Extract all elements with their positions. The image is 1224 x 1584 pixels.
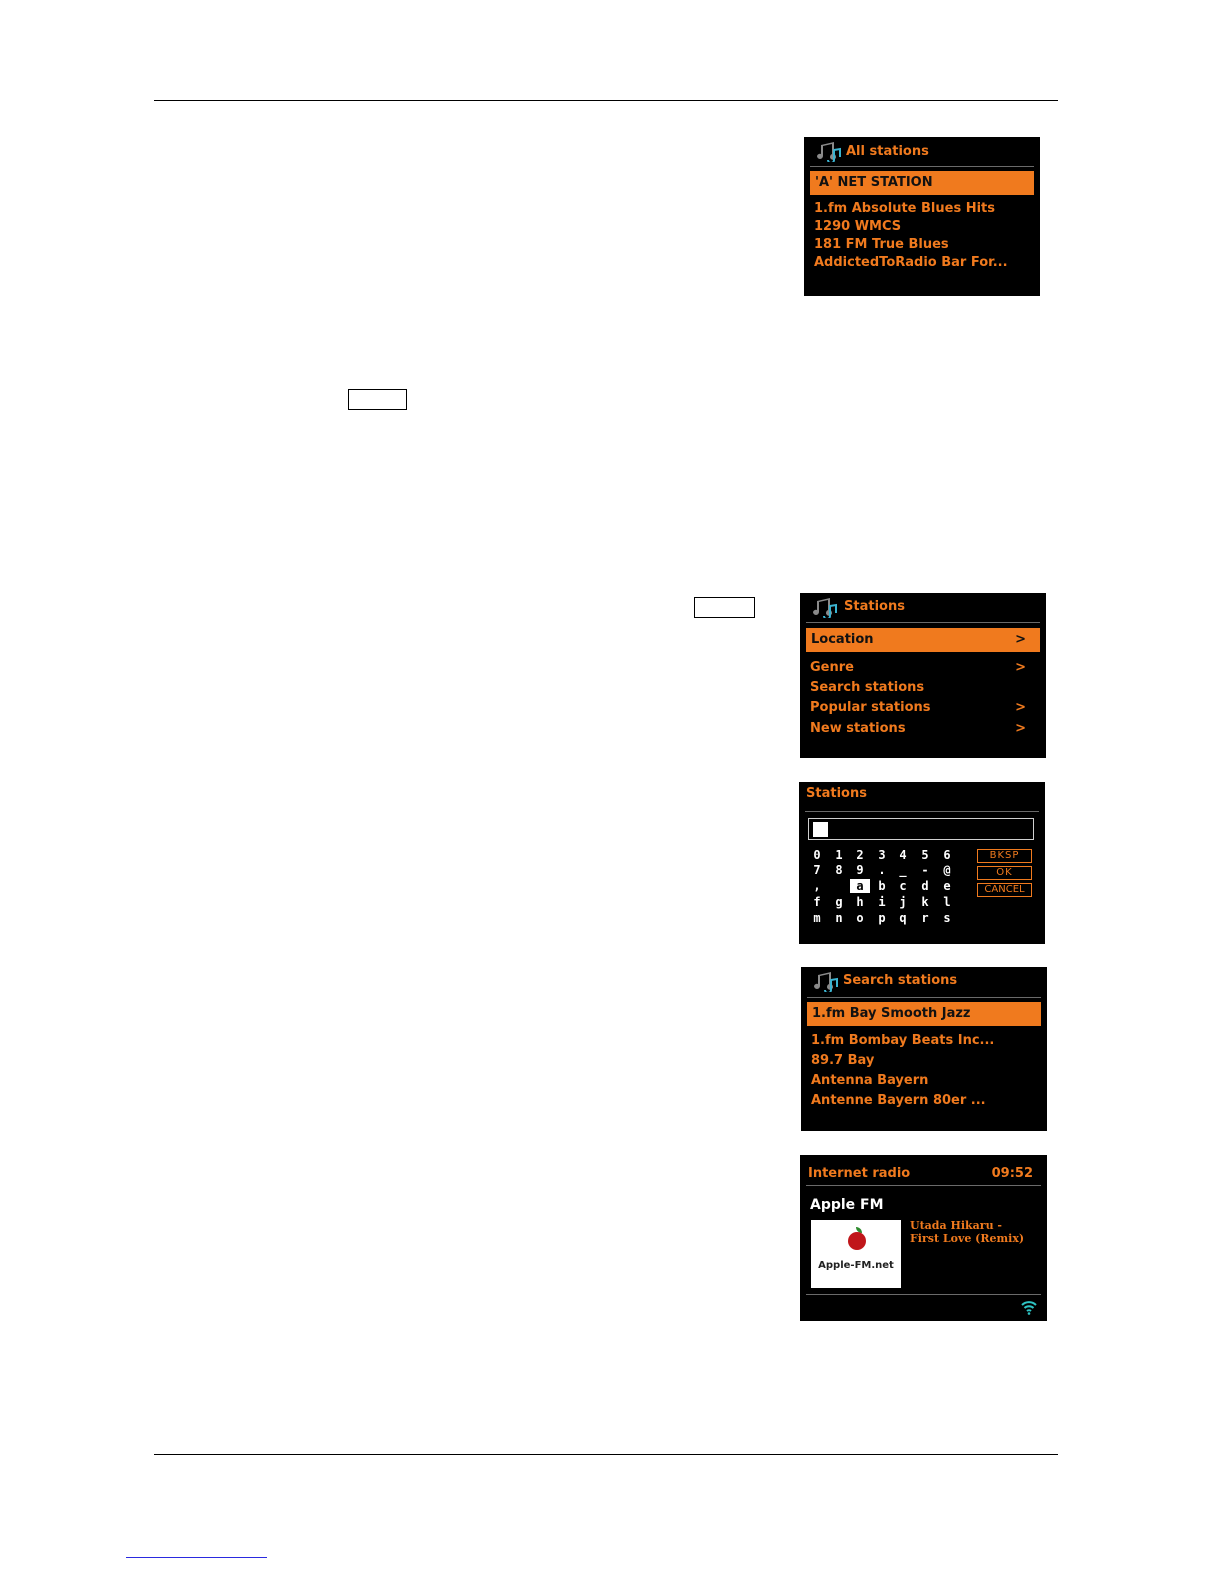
menu-item-label: Location xyxy=(811,632,874,647)
text-cursor xyxy=(813,822,828,837)
screen-header xyxy=(804,137,1040,165)
station-item[interactable]: AddictedToRadio Bar For... xyxy=(814,255,1008,270)
key-c[interactable]: c xyxy=(899,879,907,893)
key-e[interactable]: e xyxy=(943,879,951,893)
key-_[interactable]: _ xyxy=(899,863,907,877)
key-9[interactable]: 9 xyxy=(856,863,864,877)
key-k[interactable]: k xyxy=(921,895,929,909)
key-n[interactable]: n xyxy=(835,911,843,925)
key-g[interactable]: g xyxy=(835,895,843,909)
all-stations-screen xyxy=(804,137,1040,296)
key-6[interactable]: 6 xyxy=(943,848,951,862)
menu-item-label: New stations xyxy=(810,721,906,736)
menu-item-label: Genre xyxy=(810,660,854,675)
header-rule xyxy=(154,100,1058,101)
chevron-right-icon: > xyxy=(1015,632,1026,647)
key-8[interactable]: 8 xyxy=(835,863,843,877)
header-divider xyxy=(810,166,1034,167)
menu-item-popular-stations[interactable] xyxy=(810,700,1046,715)
key-7[interactable]: 7 xyxy=(813,863,821,877)
footer-rule xyxy=(154,1454,1058,1455)
menu-item-new-stations[interactable] xyxy=(810,721,1046,736)
station-name: Apple FM xyxy=(810,1197,884,1213)
station-logo xyxy=(811,1220,901,1288)
music-note-icon xyxy=(810,598,838,618)
backspace-button[interactable]: BKSP xyxy=(977,849,1032,863)
key-a[interactable]: a xyxy=(850,879,870,893)
selected-station[interactable] xyxy=(807,1002,1041,1026)
key-2[interactable]: 2 xyxy=(856,848,864,862)
key-o[interactable]: o xyxy=(856,911,864,925)
key-.[interactable]: . xyxy=(878,863,886,877)
key-j[interactable]: j xyxy=(899,895,907,909)
key-h[interactable]: h xyxy=(856,895,864,909)
menu-item-genre[interactable] xyxy=(810,660,1046,675)
chevron-right-icon: > xyxy=(1015,660,1026,675)
key-i[interactable]: i xyxy=(878,895,886,909)
screen-title: Stations xyxy=(806,786,867,801)
key-,[interactable]: , xyxy=(813,879,821,893)
key-box-2 xyxy=(694,597,755,618)
screen-title: Stations xyxy=(844,599,905,614)
menu-item-location[interactable] xyxy=(806,628,1040,652)
chevron-right-icon: > xyxy=(1015,700,1026,715)
logo-text: Apple-FM.net xyxy=(818,1260,894,1271)
clock: 09:52 xyxy=(991,1166,1033,1181)
station-item[interactable]: Antenne Bayern 80er ... xyxy=(811,1093,986,1108)
key-p[interactable]: p xyxy=(878,911,886,925)
key-r[interactable]: r xyxy=(921,911,929,925)
key-4[interactable]: 4 xyxy=(899,848,907,862)
ok-button[interactable]: OK xyxy=(977,866,1032,880)
key-b[interactable]: b xyxy=(878,879,886,893)
wifi-icon xyxy=(1021,1299,1037,1315)
cancel-button[interactable]: CANCEL xyxy=(977,883,1032,897)
menu-item-label: Popular stations xyxy=(810,700,931,715)
screen-header xyxy=(800,593,1046,621)
header-divider xyxy=(805,811,1039,812)
apple-icon xyxy=(848,1232,866,1250)
track-artist: Utada Hikaru - xyxy=(910,1219,1002,1232)
key-f[interactable]: f xyxy=(813,895,821,909)
station-item[interactable]: 1290 WMCS xyxy=(814,219,902,234)
header-divider xyxy=(806,622,1040,623)
chevron-right-icon: > xyxy=(1015,721,1026,736)
key-1[interactable]: 1 xyxy=(835,848,843,862)
keyboard-screen xyxy=(799,782,1045,944)
stations-menu-screen xyxy=(800,593,1046,758)
station-item[interactable]: 1.fm Absolute Blues Hits xyxy=(814,201,996,216)
footer-divider xyxy=(806,1294,1041,1295)
key-l[interactable]: l xyxy=(943,895,951,909)
station-item[interactable]: Antenna Bayern xyxy=(811,1073,929,1088)
key--[interactable]: - xyxy=(921,863,929,877)
menu-item-search-stations[interactable] xyxy=(810,680,1046,695)
screen-title: Search stations xyxy=(843,973,958,988)
key-box-1 xyxy=(348,389,407,410)
screen-header xyxy=(801,967,1047,995)
station-item[interactable]: 89.7 Bay xyxy=(811,1053,875,1068)
key-@[interactable]: @ xyxy=(943,863,951,877)
key-q[interactable]: q xyxy=(899,911,907,925)
selected-station-label: 1.fm Bay Smooth Jazz xyxy=(812,1006,971,1021)
menu-item-label: Search stations xyxy=(810,680,925,695)
search-stations-screen xyxy=(801,967,1047,1131)
key-5[interactable]: 5 xyxy=(921,848,929,862)
mode-title: Internet radio xyxy=(808,1166,911,1181)
key-d[interactable]: d xyxy=(921,879,929,893)
search-input[interactable] xyxy=(808,818,1034,840)
track-title: First Love (Remix) xyxy=(910,1232,1025,1245)
now-playing-screen xyxy=(800,1155,1047,1321)
selected-station[interactable] xyxy=(810,171,1034,195)
footer-link[interactable] xyxy=(126,1557,267,1558)
header-divider xyxy=(806,1185,1041,1186)
music-note-icon xyxy=(811,972,839,992)
selected-station-label: 'A' NET STATION xyxy=(815,175,933,190)
key-m[interactable]: m xyxy=(813,911,821,925)
music-note-icon xyxy=(814,142,842,162)
station-item[interactable]: 181 FM True Blues xyxy=(814,237,949,252)
key-s[interactable]: s xyxy=(943,911,951,925)
screen-title: All stations xyxy=(846,144,929,159)
station-item[interactable]: 1.fm Bombay Beats Inc... xyxy=(811,1033,995,1048)
key-0[interactable]: 0 xyxy=(813,848,821,862)
header-divider xyxy=(807,997,1041,998)
key-3[interactable]: 3 xyxy=(878,848,886,862)
